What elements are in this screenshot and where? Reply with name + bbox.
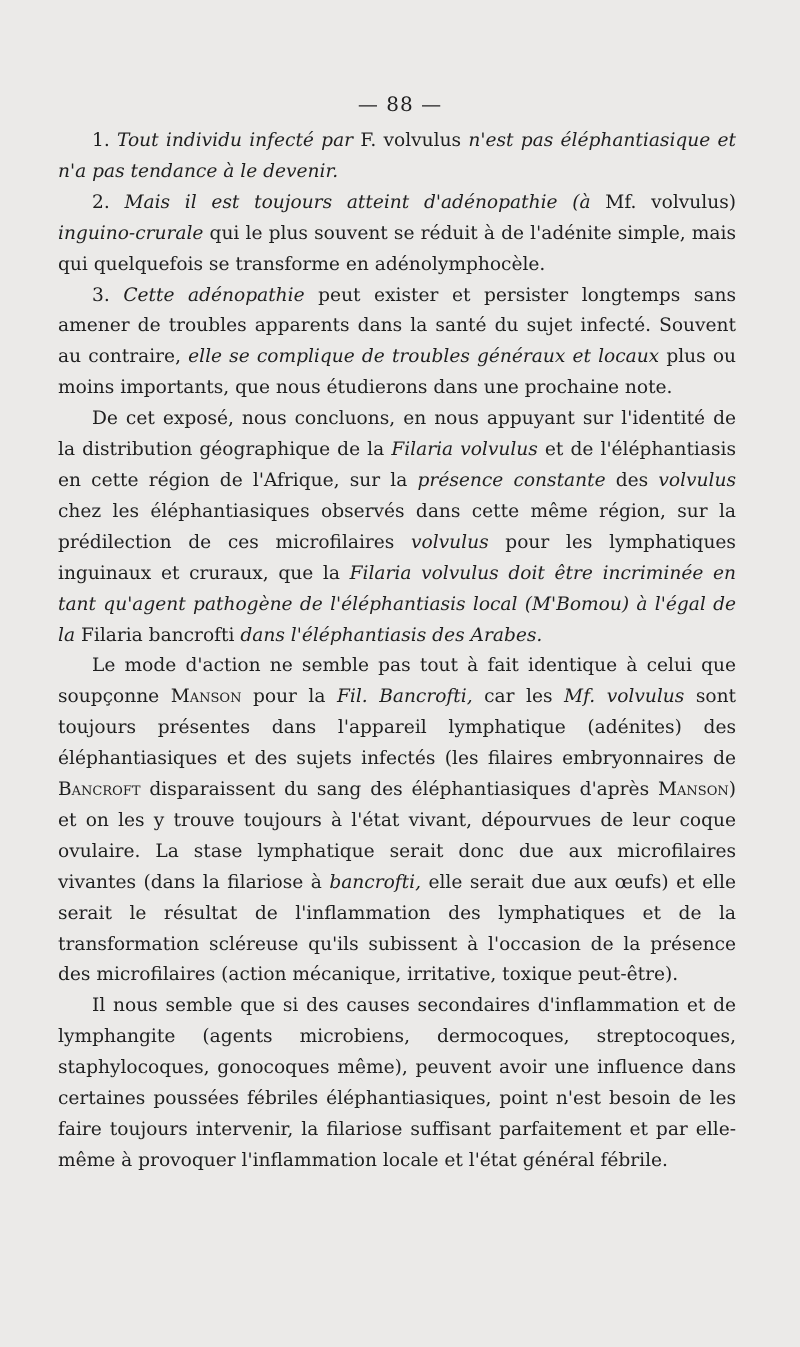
author-name: Bancroft [58, 779, 141, 801]
italic-text: volvulus [658, 469, 736, 491]
plain-text: Filaria bancrofti [80, 624, 235, 646]
paragraph-final: Il nous semble que si des causes secondaires d'inflammation et de lymphangite (agents microbiens, dermocoques, streptocoques, staphylocoques, gonocoques même), peuvent avoir une influence dans certaines poussées fébriles éléphantiasiques, point n'est besoin de les faire toujours intervenir, la filariose suffisant parfaitement et par elle-même à provoquer l'inflammation locale et l'état général fébrile. [58, 995, 736, 1171]
italic-text: Cette adénopathie [123, 284, 305, 306]
italic-text: Tout individu infecté par [117, 130, 354, 151]
italic-text: elle se complique de troubles généraux et locaux [188, 346, 660, 368]
plain-text: chez les éléphantiasiques observés dans cette même région, sur la prédilection de ces microfilaires [58, 500, 736, 553]
italic-text: volvulus [411, 531, 489, 553]
plain-text: Le mode d'action ne semble pas tout à fait identique à celui que soupçonne [58, 655, 736, 708]
italic-text: Fil. Bancrofti, [336, 686, 473, 708]
paragraph-item-3 [58, 281, 736, 405]
item-number: 2. [92, 191, 110, 213]
plain-text: peut exister et persister longtemps sans amener de troubles apparents dans la santé du sujet infecté. Souvent au contraire, [58, 284, 736, 368]
body-text [58, 126, 736, 1177]
page-number: — 88 — [357, 92, 443, 116]
plain-text: et de l'éléphantiasis en cette région de l'Afrique, sur la [58, 439, 736, 491]
plain-text: Mf. volvulus) [605, 191, 736, 213]
italic-text: présence constante [417, 469, 606, 491]
plain-text: sont toujours présentes dans l'appareil lymphatique (adénites) des éléphantiasiques et des sujets infectés (les filaires embryonnaires de [58, 686, 737, 770]
plain-text: De cet exposé, nous concluons, en nous appuyant sur l'identité de la distribution géographique de la [58, 408, 736, 461]
italic-text: inguino-crurale [58, 222, 204, 244]
paragraph-item-1 [58, 126, 736, 188]
plain-text: ) et on les y trouve toujours à l'état vivant, dépourvues de leur coque ovulaire. La stase lymphatique serait donc due aux microfilaires vivantes (dans la filariose à [58, 779, 736, 893]
plain-text: pour la [252, 686, 326, 708]
plain-text: F. volvulus [360, 130, 462, 151]
italic-text: n'est pas éléphantiasique et n'a pas tendance à le devenir. [58, 130, 736, 182]
plain-text: disparaissent du sang des éléphantiasiques d'après [149, 779, 650, 801]
author-name: Manson [657, 779, 729, 801]
italic-text: Filaria volvulus doit être incriminée en tant qu'agent pathogène de l'éléphantiasis local (M'Bomou) à l'égal de la [58, 562, 736, 646]
plain-text: pour les lymphatiques inguinaux et cruraux, que la [58, 531, 736, 584]
paragraph-item-2 [58, 188, 736, 281]
italic-text: bancrofti, [329, 871, 421, 893]
plain-text: car les [484, 686, 553, 708]
paragraph-conclusion [58, 404, 736, 651]
plain-text: des [615, 469, 649, 491]
author-name: Manson [170, 686, 242, 708]
plain-text: qui le plus souvent se réduit à de l'adénite simple, mais qui quelquefois se transforme en adénolymphocèle. [58, 222, 736, 275]
item-number: 1. [92, 130, 110, 151]
italic-text: Mais il est toujours atteint d'adénopathie (à [124, 191, 591, 213]
item-number: 3. [92, 284, 110, 306]
italic-text: dans l'éléphantiasis des Arabes. [240, 624, 543, 646]
paragraph-mode-action [58, 651, 736, 991]
italic-text: Filaria volvulus [391, 439, 538, 461]
italic-text: Mf. volvulus [564, 686, 685, 708]
plain-text: plus ou moins importants, que nous étudierons dans une prochaine note. [58, 346, 736, 399]
plain-text: elle serait due aux œufs) et elle serait le résultat de l'inflammation des lymphatiques et de la transformation scléreuse qu'ils subissent à l'occasion de la présence des microfilaires (action mécanique, irritative, toxique peut-être). [58, 871, 736, 986]
